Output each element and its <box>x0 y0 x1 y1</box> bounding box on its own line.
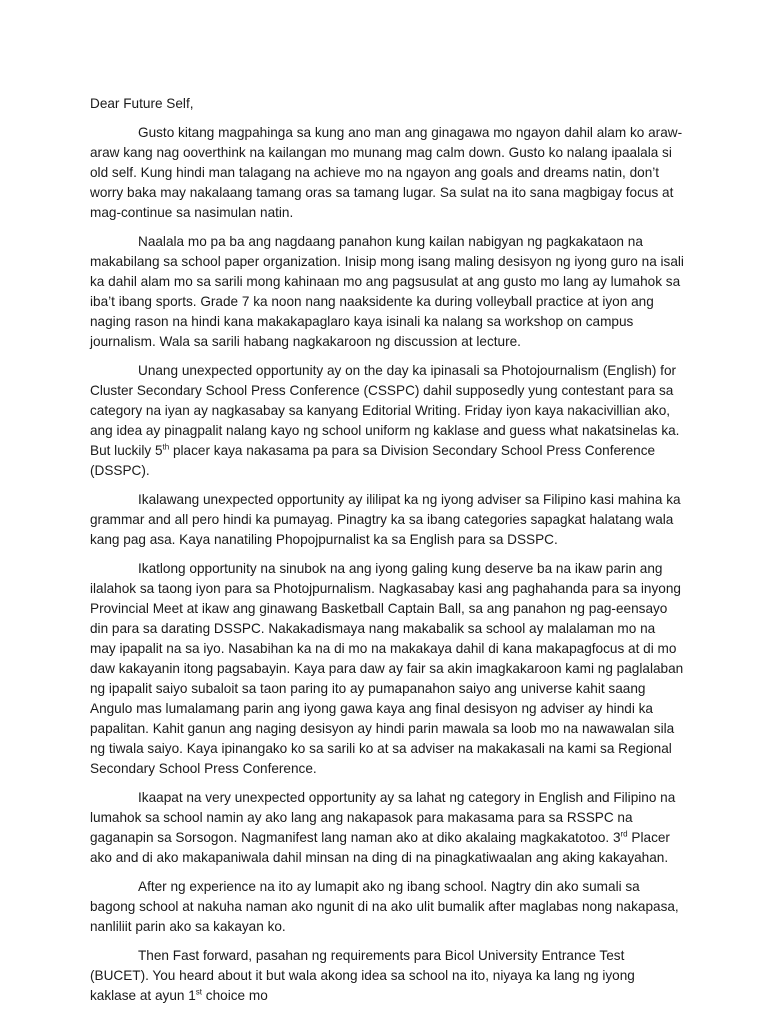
paragraph-3-tail: placer kaya nakasama pa para sa Division Secondary School Press Conference (DSSPC). <box>90 443 656 478</box>
paragraph-6-superscript: rd <box>620 829 628 839</box>
paragraph-3-superscript: th <box>162 442 170 452</box>
paragraph-8 <box>90 946 684 1006</box>
paragraph-3 <box>90 361 684 481</box>
paragraph-2: Naalala mo pa ba ang nagdaang panahon kung kailan nabigyan ng pagkakataon na makabilang sa school paper organization. Inisip mong isang maling desisyon ng iyong guro na isali ka dahil alam mo sa sarili mong kahinaan mo ang pagsusulat at ang gusto mo lang ay lumahok sa iba’t ibang sports. Grade 7 ka noon nang naaksidente ka during volleyball practice at iyon ang naging rason na hindi kana makakapaglaro kaya isinali ka nalang sa workshop on campus journalism. Wala sa sarili habang nagkakaroon ng discussion at lecture. <box>90 234 684 349</box>
paragraph-7: After ng experience na ito ay lumapit ako ng ibang school. Nagtry din ako sumali sa bagong school at nakuha naman ako ngunit di na ako ulit bumalik after maglabas nong nakapasa, nanliliit parin ako sa kakayan ko. <box>90 879 679 934</box>
paragraph-1: Gusto kitang magpahinga sa kung ano man ang ginagawa mo ngayon dahil alam ko araw-araw kang nag ooverthink na kailangan mo munang mag calm down. Gusto ko nalang ipaalala si old self. Kung hindi man talagang na achieve mo na ngayon ang goals and dreams natin, don’t worry baka may nakalaang tamang oras sa tamang lugar. Sa sulat na ito sana magbigay focus at mag-continue sa nasimulan natin. <box>90 125 683 220</box>
paragraph-4: Ikalawang unexpected opportunity ay ililipat ka ng iyong adviser sa Filipino kasi mahina ka grammar and all pero hindi ka pumayag. Pinagtry ka sa ibang categories sapagkat halatang wala kang pag asa. Kaya nanatiling Phopojpurnalist ka sa English para sa DSSPC. <box>90 492 681 547</box>
paragraph-8-text: Then Fast forward, pasahan ng requirements para Bicol University Entrance Test (BUCET). You heard about it but wala akong idea sa school na ito, niyaya ka lang ng iyong kaklase at ayun 1 <box>90 948 635 1003</box>
paragraph-6 <box>90 788 684 868</box>
paragraph-5: Ikatlong opportunity na sinubok na ang iyong galing kung deserve ba na ikaw parin ang ilalahok sa taong iyon para sa Photojpurnalism. Nagkasabay kasi ang paghahanda para sa inyong Provincial Meet at ikaw ang ginawang Basketball Captain Ball, sa ang panahon ng pag-eensayo din para sa darating DSSPC. Nakakadismaya nang makabalik sa school ay malalaman mo na may ipapalit na sa iyo. Nasabihan ka na di mo na makakaya dahil di kana makapagfocus at di mo daw kakayanin itong pagsabayin. Kaya para daw ay fair sa akin imagkakaroon kami ng paglalaban ng ipapalit saiyo subaloit sa taon paring ito ay pumapanahon saiyo ang universe kahit saang Angulo mas lumalamang parin ang iyong gawa kaya ang final desisyon ng adviser ay hindi ka papalitan. Kahit ganun ang naging desisyon ay hindi parin mawala sa loob mo na nawawalan sila ng tiwala saiyo. Kaya ipinangako ko sa sarili ko at sa adviser na makakasali na kami sa Regional Secondary School Press Conference. <box>90 561 684 776</box>
paragraph-8-tail: choice mo <box>202 988 268 1003</box>
paragraph-6-tail: Placer ako and di ako makapaniwala dahil minsan na ding di na pinagkatiwaalan ang aking kakayahan. <box>90 830 670 865</box>
paragraph-6-text: Ikaapat na very unexpected opportunity ay sa lahat ng category in English and Filipino na lumahok sa school namin ay ako lang ang nakapasok para makasama para sa RSSPC na gaganapin sa Sorsogon. Nagmanifest lang naman ako at diko akalaing magkakatotoo. 3 <box>90 790 676 845</box>
paragraph-3-text: Unang unexpected opportunity ay on the day ka ipinasali sa Photojournalism (English) for Cluster Secondary School Press Conference (CSSPC) dahil supposedly yung contestant para sa category na iyan ay nagkasabay sa kanyang Editorial Writing. Friday iyon kaya nakacivillian ako, ang idea ay pinagpalit nalang kayo ng school uniform ng kaklase and guess what nakatsinelas ka. But luckily 5 <box>90 363 680 458</box>
salutation: Dear Future Self, <box>90 96 194 111</box>
paragraph-8-superscript: st <box>195 987 203 997</box>
